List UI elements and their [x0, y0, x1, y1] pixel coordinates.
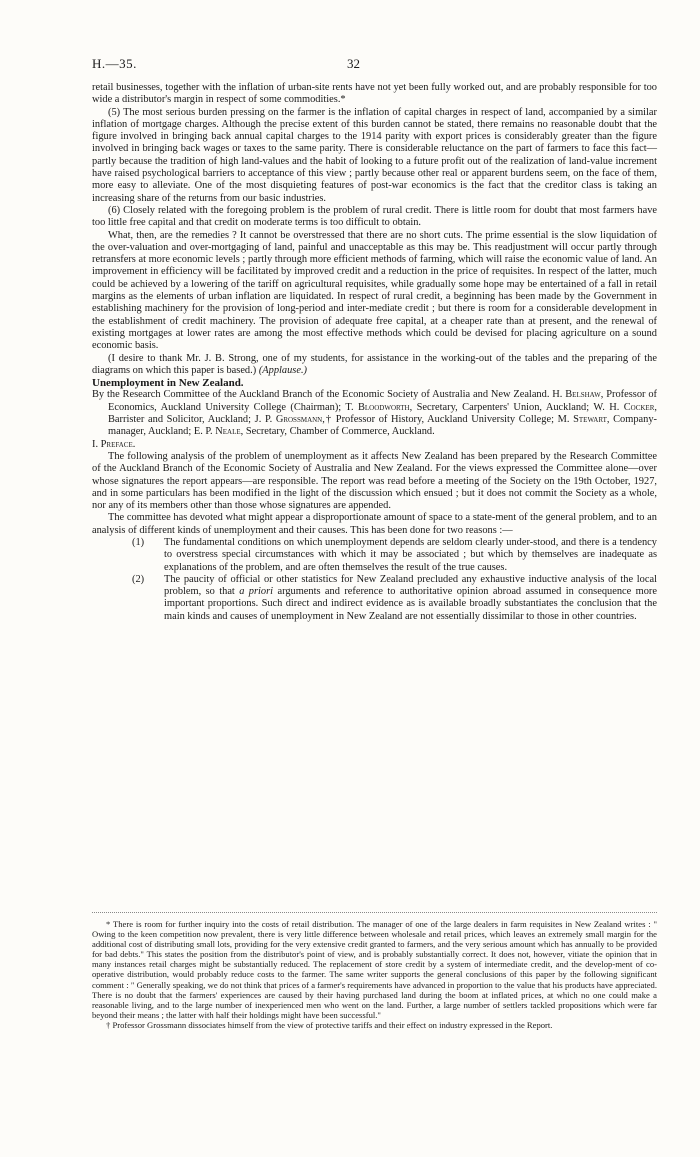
author-belshaw: Belshaw — [565, 389, 601, 401]
authors-text: , Secretary, Chamber of Commerce, Auckland. — [240, 426, 435, 438]
paragraph-point-6: (6) Closely related with the foregoing problem is the problem of rural credit. There is little room for doubt that most farmers have too little free capital and that credit on moderate terms is too difficult to obtain. — [92, 204, 657, 229]
paragraph-remedies: What, then, are the remedies ? It cannot be overstressed that there are no short cuts. The prime essential is the slow liquidation of the over-valuation and over-mortgaging of land, painful and unacceptable as this may be. This readjustment will occur partly through retransfers at more economic levels ; partly through more efficient methods of farming, which will raise the economic value of land. An improvement in efficiency will be facilitated by improved credit and a reduction in the price of requisites. In respect of the latter, much could be achieved by a lowering of the tariff on agricultural requisites, while gradually some hope may be entertained of a fall in retail margins as the elements of urban inflation are liquidated. In respect of rural credit, a beginning has been made by the Government in establishing machinery for the provision of long-period and inter-mediate credit ; but there is room for a considerable development in the establishment of credit machinery. The provision of adequate free capital, at a cheaper rate than at present, and the renewal of existing mortgages at lower rates are among the most effective methods which could be devised for placing agriculture on a sound economic basis. — [92, 229, 657, 352]
authors-text: , Secretary, Carpenters' Union, Auckland; W. H. — [409, 401, 620, 413]
footnote-dagger: † Professor Grossmann dissociates himself from the view of protective tariffs and their effect on industry expressed in the Report. — [106, 1019, 553, 1030]
author-grossmann: Grossmann — [275, 414, 323, 426]
preface-heading: I. Preface. — [92, 438, 136, 450]
reason-number: (1) — [132, 536, 145, 548]
footnote-star: * There is room for further inquiry into the costs of retail distribution. The manager of one of the large dealers in farm requisites in New Zealand writes : " Owing to the keen competition now prevalent, there is very little difference between wholesale and retail prices, which leaves an extremely small margin for the additional cost of distributing small lots, providing for the very extensive credit granted to farmers, and the very serious amount which has annually to be provided for bad debts." This states the position from the distributor's point of view, and is probably substantially correct. It does not, however, vitiate the opinion that in many instances retail charges might be substantially reduced. The replacement of store credit by a system of intermediate credit, and the develop-ment of co-operative distribution, would probably reduce costs to the farmer. The same writer supports the general conclusions of this paper by the following significant comment : " Generally speaking, we do not think that prices of a farmer's requirements have advanced in proportion to the value that his products have appreciated. There is no doubt that the farmers' experiences are caused by their having purchased land during the boom at inflated prices, at which no one could make a reasonable living, and to the large number of inexperienced men who went on the land. Further, a large number of settlers tackled propositions which were far beyond their means ; the latter with half their holdings might have been successful." — [92, 919, 657, 1020]
reason-italic-phrase: a priori — [239, 586, 274, 598]
author-bloodworth: Bloodworth — [357, 401, 410, 413]
section-title: Unemployment in New Zealand. — [92, 377, 244, 390]
page-number: 32 — [347, 56, 360, 71]
reason-text: The paucity of official or other statistics for New Zealand precluded any exhaustive inductive analysis of the local problem, so that — [164, 573, 657, 598]
authors-text: , Company-manager, Auckland; E. P. — [108, 414, 657, 438]
author-cocker: Cocker — [623, 401, 655, 413]
reason-number: (2) — [132, 573, 145, 585]
paragraph-point-5: (5) The most serious burden pressing on the farmer is the inflation of capital charges in respect of land, accompanied by a similar inflation of mortgage charges. Although the precise extent of this burden cannot be stated, there remains no reasonable doubt that the figure involved in bringing back annual capital charges to the 1914 parity with export prices is considerably greater than the figure involved in bringing back wages or taxes to the same parity. There is considerable reluctance on the part of farmers to face this fact—partly because the tradition of high land-values and the habit of looking to a future profit out of the realization of land-value increment have raised psychological barriers to acceptance of this view ; partly because other real or apparent burdens seem, on the face of them, more easy to alleviate. One of the most disquieting features of post-war economics is the fact that the creditor class is taking an increasing share of the returns from our basic industries. — [92, 106, 657, 204]
preface-paragraph-2: The committee has devoted what might appear a disproportionate amount of space to a state-ment of the general problem, and to an analysis of different kinds of unemployment and their causes. This has been done for two reasons :— — [92, 512, 657, 536]
acknowledgement-text: (I desire to thank Mr. J. B. Strong, one of my students, for assistance in the working-out of the tables and the preparing of the diagrams on which this paper is based.) — [92, 352, 657, 376]
authors-text: ,† Professor of History, Auckland University College; M. — [322, 414, 570, 426]
footnote-divider — [92, 912, 657, 913]
reason-item — [92, 574, 657, 623]
applause-note: (Applause.) — [258, 364, 308, 376]
paragraph-acknowledgement — [92, 353, 657, 378]
authors-text: , Barrister and Solicitor, Auckland; J. P. — [108, 401, 657, 426]
preface-paragraph-1: The following analysis of the problem of unemployment as it affects New Zealand has been prepared by the Research Committee of the Auckland Branch of the Economic Society of Australia and New Zealand. For the views expressed the Committee alone—over whose signatures the report appears—are responsible. The report was read before a meeting of the Society on the 19th October, 1927, and in some particulars has been modified in the light of the discussion which ensued ; but it does not commit the Society as a whole, nor any of its members other than those whose signatures are appended. — [92, 450, 657, 512]
footnotes — [92, 912, 657, 1030]
paragraph-continuation: retail businesses, together with the inflation of urban-site rents have not yet been fully worked out, and are probably responsible for too wide a distributor's margin in respect of some commodities.* — [92, 82, 657, 106]
document-reference: H.—35. — [92, 56, 137, 71]
author-stewart: Stewart — [573, 414, 607, 426]
reason-text: arguments and reference to authoritative opinion abroad assumed in consequence more important proportions. Such direct and indirect evidence as is available broadly substantiates the conclusion that the main kinds and causes of unemployment in New Zealand are not essentially dissimilar to those in other countries. — [164, 586, 657, 622]
author-neale: Neale — [215, 426, 241, 438]
main-text — [92, 82, 657, 623]
reason-text: The fundamental conditions on which unemployment depends are seldom clearly under-stood, and there is a tendency to overstress special circumstances with which it may be associated ; but which by themselves are inadequate as explanations of the problem, and are often themselves the result of the true causes. — [164, 536, 657, 573]
authors-text: , Professor of Economics, Auckland University College (Chairman); T. — [108, 389, 657, 413]
reason-item — [92, 537, 657, 574]
authors-text: By the Research Committee of the Auckland Branch of the Economic Society of Australia and New Zealand. H. — [92, 389, 563, 401]
reasons-list — [92, 537, 657, 623]
page-header — [92, 56, 657, 74]
authors-paragraph — [92, 389, 657, 438]
